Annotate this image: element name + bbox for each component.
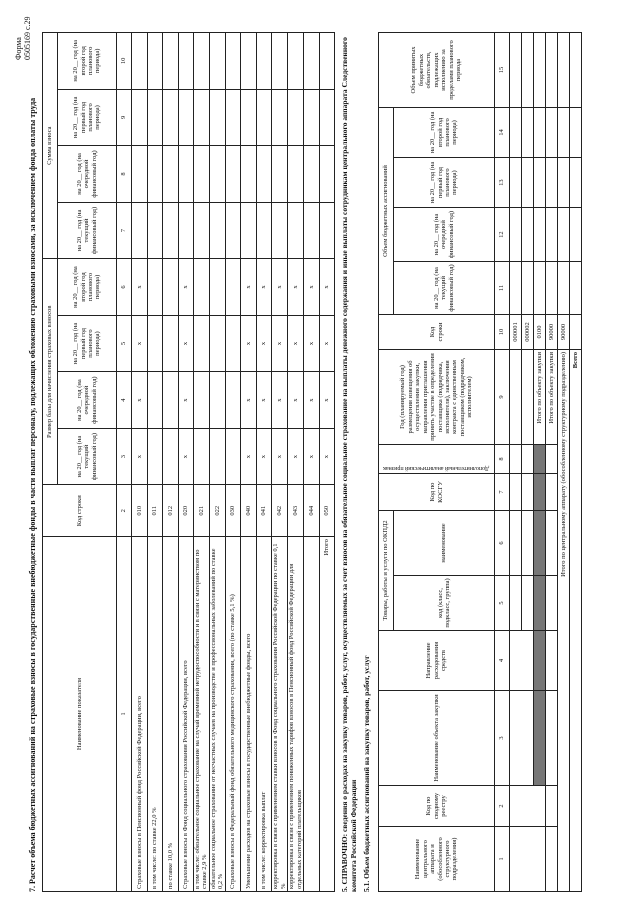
row-mark	[209, 315, 225, 372]
insurance-table	[42, 32, 335, 892]
col-number: 11	[495, 261, 510, 314]
row-mark	[225, 428, 241, 485]
period-col: на 20__ год (на текущий финансовый год)	[394, 261, 495, 314]
header-code: Код строки	[43, 485, 117, 537]
row-value	[272, 89, 288, 146]
row-value	[194, 146, 210, 203]
table-row	[510, 33, 522, 892]
period-col: на 20__ год (на первый год планового периода)	[394, 157, 495, 207]
row-value	[194, 33, 210, 90]
grand-total-label: Всего	[570, 350, 582, 892]
subtotal-label-2: Итого по объекту закупки	[546, 350, 558, 445]
row-mark: х	[319, 428, 335, 485]
section51-title: 5.1. Объем бюджетных ассигнований на закупку товаров, работ, услуг	[362, 655, 371, 892]
col-number: 14	[495, 108, 510, 158]
col-number: 4	[495, 631, 510, 691]
row-value	[178, 146, 194, 203]
row-code: 022	[209, 485, 225, 537]
row-name: в том числе: обязательное социальное страхование на случай временной нетрудоспособности и в связи с материнством по ставке 2,9 %	[194, 537, 210, 892]
subtotal-code: 0100	[534, 315, 546, 350]
row-value	[288, 202, 304, 259]
row-value	[288, 146, 304, 203]
row-mark	[209, 428, 225, 485]
row-value	[288, 89, 304, 146]
row-value	[225, 202, 241, 259]
row-value	[256, 89, 272, 146]
row-mark: х	[319, 259, 335, 316]
col-number: 4	[117, 372, 132, 429]
row-mark: х	[272, 259, 288, 316]
col-number: 3	[117, 428, 132, 485]
row-name	[304, 537, 320, 892]
row-value	[209, 89, 225, 146]
row-value	[209, 33, 225, 90]
row-value	[132, 89, 148, 146]
row-mark: х	[272, 315, 288, 372]
row-mark: х	[178, 259, 194, 316]
col-number: 8	[117, 146, 132, 203]
col-number: 15	[495, 33, 510, 108]
row-value	[304, 202, 320, 259]
row-mark: х	[256, 428, 272, 485]
form-number: Форма 0505169 с.29	[14, 16, 32, 60]
row-code: 044	[304, 485, 320, 537]
subtotal-row	[534, 33, 546, 892]
central-total-code: 90000	[558, 315, 570, 350]
row-value	[178, 33, 194, 90]
header-dept-name: Наименование центрального аппарата и (обособленного структурного подразделения)	[379, 827, 495, 892]
col-number: 6	[495, 511, 510, 576]
row-value	[209, 202, 225, 259]
row-code: 011	[147, 485, 163, 537]
row-value	[132, 146, 148, 203]
row-name: по ставке 10,0 %	[163, 537, 179, 892]
row-code: 042	[272, 485, 288, 537]
header-object: Наименование объекта закупки	[379, 691, 495, 786]
row-mark	[147, 428, 163, 485]
row-mark: х	[241, 372, 257, 429]
row-mark	[209, 259, 225, 316]
row-mark	[209, 372, 225, 429]
header-analytic-text: Дополнительный аналитический признак	[383, 465, 490, 471]
row-value	[225, 89, 241, 146]
table-row	[319, 33, 335, 892]
row-code: 020	[178, 485, 194, 537]
col-number: 1	[117, 537, 132, 892]
row-mark: х	[256, 372, 272, 429]
central-total-row	[558, 33, 570, 892]
header-direction: Направление расходования средств	[379, 631, 495, 691]
col-number: 9	[495, 350, 510, 445]
row-mark: х	[304, 315, 320, 372]
row-name: Уменьшение расходов на страховые взносы в государственные внебюджетные фонды, всего	[241, 537, 257, 892]
row-code: 010	[132, 485, 148, 537]
header-obligations: Объем принятых бюджетных обязательств, подлежащих исполнению за пределами планового периода	[379, 33, 495, 108]
col-number: 2	[495, 786, 510, 827]
subtotal-code-2: 90000	[546, 315, 558, 350]
header-kosgu: Код по КОСГУ	[379, 474, 495, 511]
row-code: 000001	[510, 315, 522, 350]
row-value	[225, 146, 241, 203]
period-col: на 20__ год (на текущий финансовый год)	[58, 428, 117, 485]
period-col: на 20__ год (на первый год планового периода)	[58, 89, 117, 146]
row-value	[147, 33, 163, 90]
row-mark	[163, 259, 179, 316]
row-mark: х	[288, 428, 304, 485]
table-row	[209, 33, 225, 892]
row-value	[319, 33, 335, 90]
row-name: Страховые взносы в Пенсионный фонд Российской Федерации, всего	[132, 537, 148, 892]
period-col: на 20__ год (на текущий финансовый год)	[58, 202, 117, 259]
section5-title: 5. СПРАВОЧНО: сведения о расходах на закупку товаров, работ, услуг, осуществляемых за счет взносов на обязательное социальное страхование на выплаты денежного содержания и иные выплаты сотрудникам центрального аппарата Следственного комитета Российской Федерации	[340, 37, 358, 892]
table-row	[163, 33, 179, 892]
col-number: 8	[495, 445, 510, 474]
col-number: 10	[495, 315, 510, 350]
central-total-label: Итого по центральному аппарату (обособленному структурному подразделению)	[558, 350, 570, 892]
row-value	[163, 146, 179, 203]
row-value	[272, 202, 288, 259]
row-value	[178, 89, 194, 146]
row-code: 030	[225, 485, 241, 537]
row-value	[256, 202, 272, 259]
row-mark: х	[288, 315, 304, 372]
row-mark	[194, 259, 210, 316]
row-code: 000002	[522, 315, 534, 350]
row-mark: х	[288, 372, 304, 429]
col-number: 13	[495, 157, 510, 207]
header-volume: Объем бюджетных ассигнований	[379, 108, 394, 315]
table-row	[256, 33, 272, 892]
period-col: на 20__ год (на очередной финансовый год)	[394, 208, 495, 262]
header-okpd-name: наименование	[394, 511, 495, 576]
grand-total-row	[570, 33, 582, 892]
table-row	[194, 33, 210, 892]
table-row	[132, 33, 148, 892]
row-mark	[194, 428, 210, 485]
row-value	[304, 146, 320, 203]
row-value	[147, 89, 163, 146]
row-mark: х	[241, 315, 257, 372]
header-row-code: Код строки	[379, 315, 495, 350]
row-mark: х	[256, 259, 272, 316]
row-code: 021	[194, 485, 210, 537]
row-value	[272, 33, 288, 90]
row-value	[241, 89, 257, 146]
col-number: 10	[117, 33, 132, 90]
row-mark	[147, 372, 163, 429]
row-code: 040	[241, 485, 257, 537]
col-number: 5	[117, 315, 132, 372]
row-mark: х	[319, 372, 335, 429]
row-value	[163, 202, 179, 259]
header-base: Размер базы для начисления страховых взносов	[43, 259, 58, 485]
row-value	[319, 202, 335, 259]
row-mark: х	[288, 259, 304, 316]
procurement-table	[378, 32, 582, 892]
row-value	[132, 33, 148, 90]
table-row	[147, 33, 163, 892]
row-name: корректировка в связи с применением ставки взносов в Фонд социального страхования Российской Федерации по ставке 0,1 %	[272, 537, 288, 892]
table-row	[178, 33, 194, 892]
row-code: 043	[288, 485, 304, 537]
row-mark: х	[272, 428, 288, 485]
col-number: 1	[495, 827, 510, 892]
row-mark: х	[132, 428, 148, 485]
row-code: 041	[256, 485, 272, 537]
row-mark	[225, 259, 241, 316]
table-row	[304, 33, 320, 892]
row-name: Страховые взносы в Фонд социального страхования Российской Федерации, всего	[178, 537, 194, 892]
row-value	[209, 146, 225, 203]
table-row	[288, 33, 304, 892]
subtotal-row	[546, 33, 558, 892]
col-number: 6	[117, 259, 132, 316]
row-mark: х	[304, 428, 320, 485]
row-mark: х	[132, 372, 148, 429]
header-dept-code: Код по сводному реестру	[379, 786, 495, 827]
row-mark: х	[132, 259, 148, 316]
col-number: 3	[495, 691, 510, 786]
row-value	[163, 33, 179, 90]
row-mark	[147, 315, 163, 372]
row-mark	[194, 315, 210, 372]
period-col: на 20__ год (на второй год планового периода)	[58, 33, 117, 90]
period-col: на 20__ год (на первый год планового периода)	[58, 315, 117, 372]
row-value	[241, 146, 257, 203]
row-value	[225, 33, 241, 90]
row-mark	[225, 315, 241, 372]
table-row	[241, 33, 257, 892]
row-name: в том числе: по ставке 22,0 %	[147, 537, 163, 892]
row-name: Итого	[319, 537, 335, 892]
row-mark: х	[272, 372, 288, 429]
col-number: 12	[495, 208, 510, 262]
row-mark	[163, 428, 179, 485]
row-mark	[163, 372, 179, 429]
header-goods: Товары, работы и услуги по ОКПД2	[379, 511, 394, 631]
row-mark: х	[319, 315, 335, 372]
row-value	[319, 146, 335, 203]
row-value	[241, 33, 257, 90]
col-number: 7	[117, 202, 132, 259]
row-mark: х	[132, 315, 148, 372]
row-value	[163, 89, 179, 146]
row-value	[272, 146, 288, 203]
row-mark	[147, 259, 163, 316]
table-row	[225, 33, 241, 892]
row-value	[147, 146, 163, 203]
row-value	[241, 202, 257, 259]
header-year: Год (планируемый год) размещения извещения об осуществлении закупки, направления приглашения принять участие в определении поставщика (подрядчика, исполнителя), заключения контракта с единственным поставщиком (подрядчиком, исполнителем)	[379, 350, 495, 445]
row-mark: х	[304, 259, 320, 316]
row-value	[319, 89, 335, 146]
period-col: на 20__ год (на очередной финансовый год)	[58, 372, 117, 429]
row-name: Страховые взносы в Федеральный фонд обязательного медицинского страхования, всего (по ставке 5,1 %)	[225, 537, 241, 892]
table1-title: 7. Расчет объема бюджетных ассигнований на страховые взносы в государственные внебюджетные фонды в части выплат персоналу, подлежащих обложению страховыми взносами, за исключением фонда оплаты труда	[28, 97, 37, 892]
row-name: корректировка в связи с применением пониженных тарифов взносов в Пенсионный фонд Российской Федерации для отдельных категорий плательщиков	[288, 537, 304, 892]
row-value	[132, 202, 148, 259]
row-mark: х	[304, 372, 320, 429]
col-number: 2	[117, 485, 132, 537]
row-code: 012	[163, 485, 179, 537]
header-sum: Сумма взноса	[43, 33, 58, 259]
row-mark: х	[178, 315, 194, 372]
col-number: 7	[495, 474, 510, 511]
header-name: Наименование показателя	[43, 537, 117, 892]
row-mark: х	[178, 372, 194, 429]
row-value	[256, 33, 272, 90]
row-value	[288, 33, 304, 90]
row-mark	[225, 372, 241, 429]
row-mark	[163, 315, 179, 372]
row-mark: х	[241, 259, 257, 316]
row-value	[194, 202, 210, 259]
table-row	[272, 33, 288, 892]
row-value	[256, 146, 272, 203]
subtotal-label: Итого по объекту закупки	[534, 350, 546, 445]
row-code: 050	[319, 485, 335, 537]
header-okpd-code: код (класс, подкласс, группа)	[394, 576, 495, 631]
rotated-page	[10, 10, 630, 900]
period-col: на 20__ год (на второй год планового периода)	[394, 108, 495, 158]
period-col: на 20__ год (на очередной финансовый год)	[58, 146, 117, 203]
row-mark: х	[241, 428, 257, 485]
row-value	[147, 202, 163, 259]
period-col: на 20__ год (на второй год планового периода)	[58, 259, 117, 316]
row-name: обязательное социальное страхование от несчастных случаев на производстве и профессиональных заболеваний по ставке 0,2 %	[209, 537, 225, 892]
header-analytic	[379, 445, 495, 474]
row-name: в том числе: корректировка выплат	[256, 537, 272, 892]
row-mark: х	[256, 315, 272, 372]
col-number: 5	[495, 576, 510, 631]
row-value	[194, 89, 210, 146]
row-value	[304, 33, 320, 90]
row-mark: х	[178, 428, 194, 485]
row-value	[304, 89, 320, 146]
row-value	[178, 202, 194, 259]
row-mark	[194, 372, 210, 429]
col-number: 9	[117, 89, 132, 146]
